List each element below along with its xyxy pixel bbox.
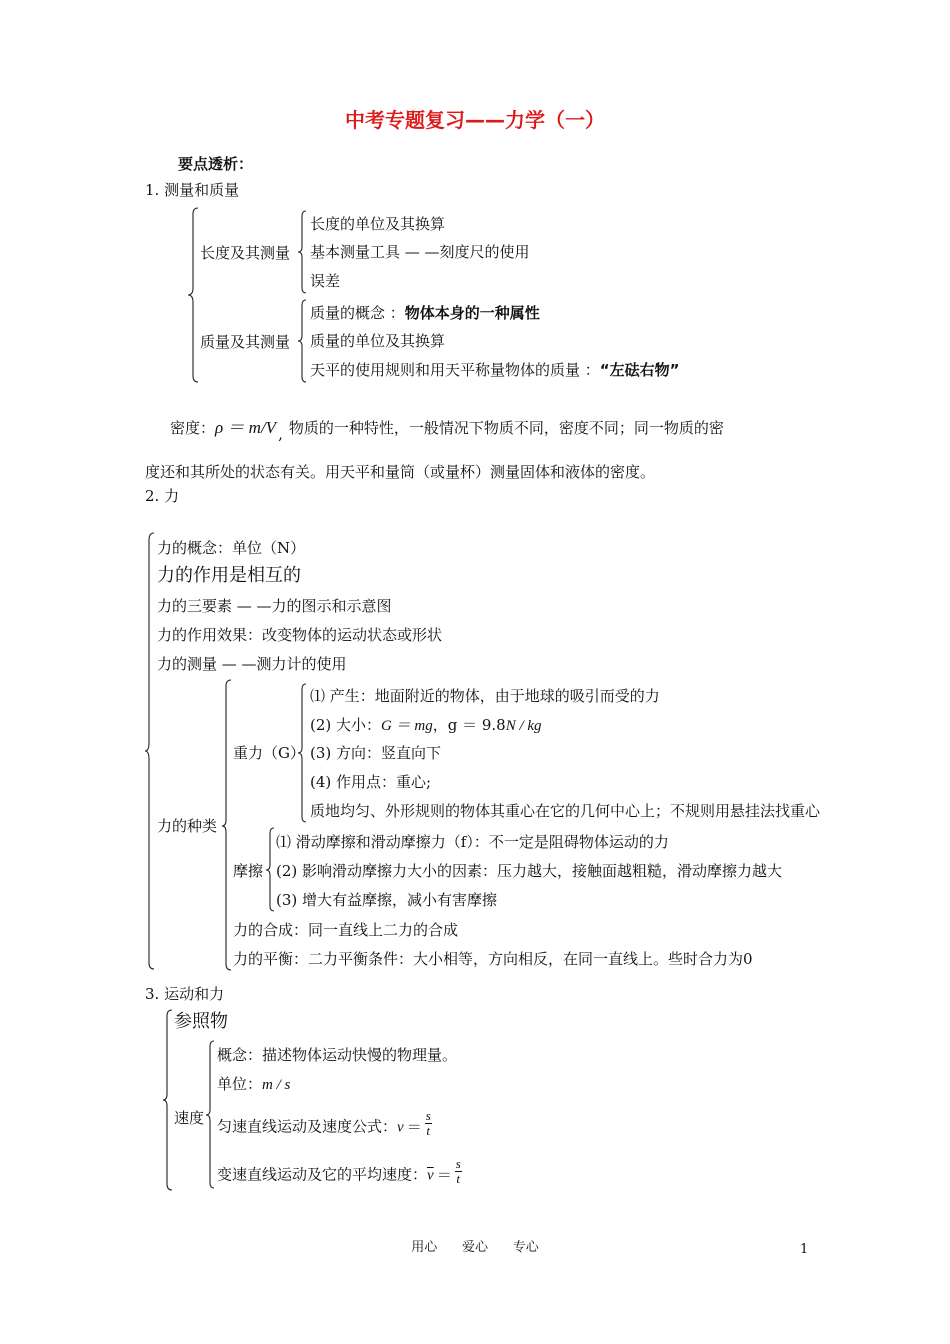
speed-unit [217, 1074, 290, 1095]
mass-concept [310, 303, 540, 323]
speed-concept: 概念：描述物体运动快慢的物理量。 [217, 1046, 458, 1064]
mass-group-label: 质量及其测量 [200, 333, 291, 351]
page-title: 中考专题复习——力学（一） [345, 108, 605, 132]
gravity-point: (4) 作用点：重心; [310, 773, 432, 791]
brace-length [298, 211, 310, 295]
gravity-direction: (3) 方向：竖直向下 [310, 744, 442, 762]
reference-object: 参照物 [174, 1011, 228, 1032]
gravity-size-label: (2) 大小： [310, 716, 382, 734]
brace-measurement [188, 208, 202, 386]
variable-numerator: s [455, 1156, 461, 1171]
brace-force [145, 533, 157, 973]
density-label: 密度： [170, 419, 216, 437]
force-balance: 力的平衡：二力平衡条件：大小相等，方向相反，在同一直线上。些时合力为0 [233, 950, 753, 968]
friction-item-2: (2) 影响滑动摩擦力大小的因素：压力越大，接触面越粗糙，滑动摩擦力越大 [276, 862, 783, 880]
page-number: 1 [800, 1242, 809, 1257]
force-effect: 力的作用效果：改变物体的运动状态或形状 [157, 626, 443, 644]
uniform-equals: ＝ [406, 1117, 422, 1136]
speed-label: 速度 [174, 1109, 205, 1127]
variable-motion-label: 变速直线运动及它的平均速度： [217, 1165, 428, 1184]
mass-concept-label: 质量的概念 ： [310, 304, 405, 322]
variable-denominator: t [456, 1171, 461, 1186]
gravity-formula: G ＝ mg [381, 718, 433, 734]
variable-motion [217, 1156, 462, 1190]
force-kinds-label: 力的种类 [157, 817, 218, 835]
uniform-fraction [425, 1109, 432, 1138]
force-mutual: 力的作用是相互的 [157, 565, 301, 586]
variable-equals: ＝ [436, 1165, 452, 1184]
brace-motion [163, 1010, 175, 1194]
balance-rule-bold: “左砝右物” [599, 361, 680, 379]
force-three-elements: 力的三要素 — —力的图示和示意图 [157, 597, 392, 615]
section-3-heading: 3. 运动和力 [145, 985, 225, 1003]
friction-label: 摩擦 [233, 862, 264, 880]
velocity-symbol: v [397, 1119, 404, 1136]
variable-fraction [455, 1157, 462, 1186]
mass-concept-bold: 物体本身的一种属性 [404, 304, 540, 322]
density-text-1: 物质的一种特性，一般情况下物质不同，密度不同；同一物质的密 [288, 419, 724, 437]
gravity-cause: ⑴ 产生：地面附近的物体，由于地球的吸引而受的力 [310, 687, 660, 705]
gravity-g-value: ，g ＝ 9.8 [432, 716, 506, 734]
brace-mass [298, 300, 310, 384]
balance-rule [310, 360, 680, 380]
speed-unit-label: 单位： [217, 1075, 263, 1093]
mass-unit: 质量的单位及其换算 [310, 332, 446, 350]
uniform-numerator: s [425, 1108, 431, 1123]
force-measure: 力的测量 — —测力计的使用 [157, 655, 347, 673]
friction-item-3: (3) 增大有益摩擦，减小有害摩擦 [276, 891, 498, 909]
balance-rule-label: 天平的使用规则和用天平称量物体的质量 ： [310, 361, 600, 379]
brace-gravity [298, 684, 310, 826]
length-group-label: 长度及其测量 [200, 244, 291, 262]
friction-item-1: ⑴ 滑动摩擦和滑动摩擦力（f）：不一定是阻碍物体运动的力 [276, 833, 669, 851]
section-2-heading: 2. 力 [145, 487, 180, 505]
length-item-1: 长度的单位及其换算 [310, 215, 446, 233]
length-item-3: 误差 [310, 272, 341, 290]
section-1-heading: 1. 测量和质量 [145, 181, 240, 199]
key-points-label: 要点透析： [178, 155, 254, 173]
gravity-center: 质地均匀、外形规则的物体其重心在它的几何中心上；不规则用悬挂法找重心 [310, 802, 821, 820]
length-item-2: 基本测量工具 — —刻度尺的使用 [310, 243, 530, 261]
density-line-2: 度还和其所处的状态有关。用天平和量筒（或量杯）测量固体和液体的密度。 [145, 463, 656, 481]
footer-motto: 用心 爱心 专心 [411, 1240, 539, 1255]
uniform-denominator: t [426, 1123, 431, 1138]
gravity-unit: N / kg [505, 718, 542, 734]
density-line-1 [170, 418, 724, 443]
uniform-motion-label: 匀速直线运动及速度公式： [217, 1117, 398, 1136]
force-concept: 力的概念：单位（N） [157, 539, 306, 557]
force-composition: 力的合成：同一直线上二力的合成 [233, 921, 459, 939]
average-velocity-symbol: $\overline{v}$ [427, 1167, 434, 1184]
density-comma: , [278, 425, 283, 443]
uniform-motion [217, 1108, 432, 1142]
density-formula: ρ ＝ m/V [215, 418, 277, 437]
speed-unit-value: m / s [262, 1077, 291, 1093]
gravity-label: 重力（G） [233, 744, 305, 762]
gravity-size [310, 715, 542, 736]
